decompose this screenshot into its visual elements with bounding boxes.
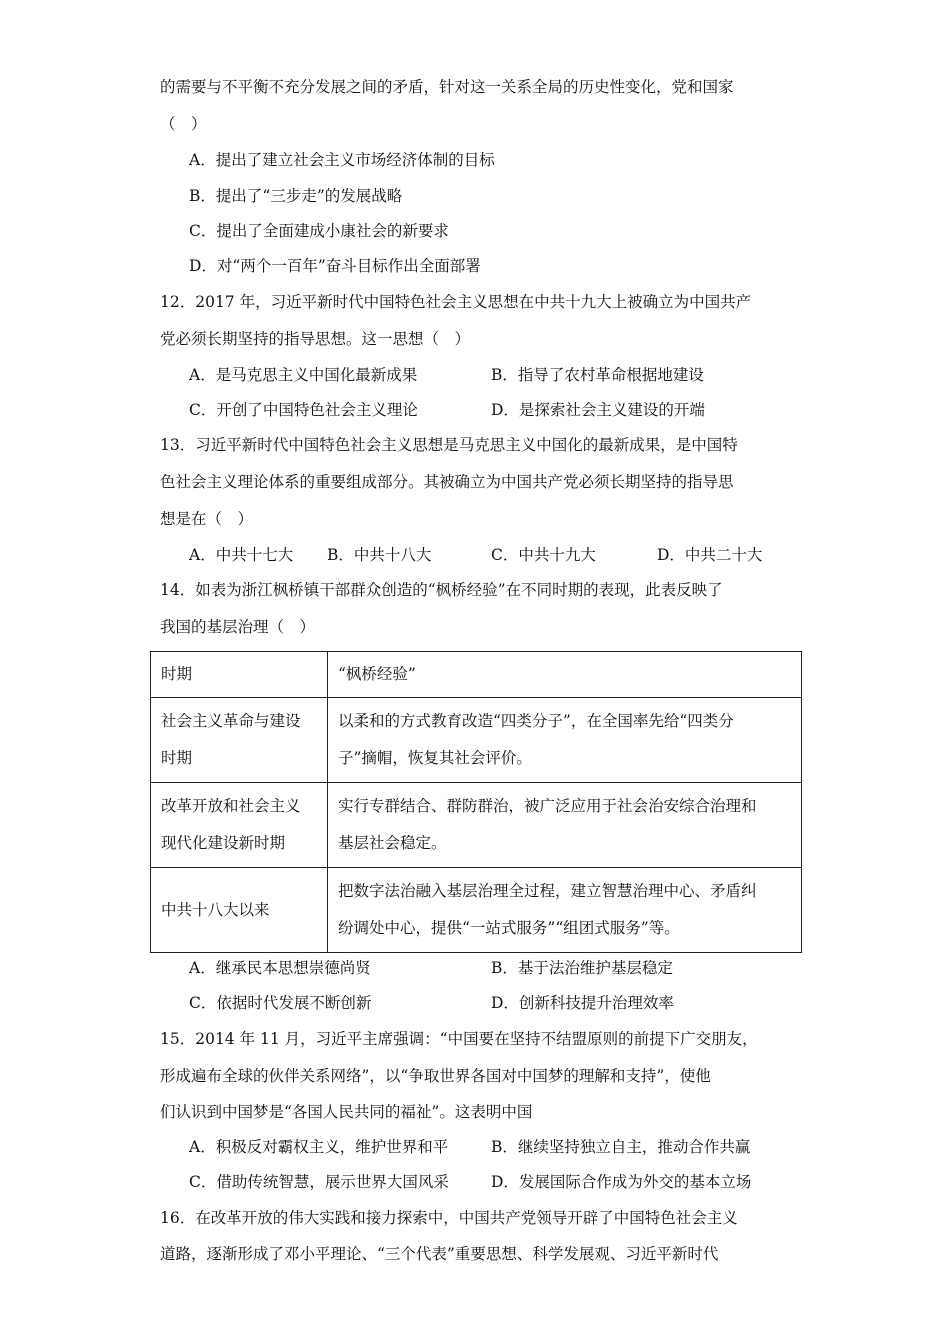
cell-line: 把数字法治融入基层治理全过程，建立智慧治理中心、矛盾纠 [338,882,757,900]
cell-line: 中共十八大以来 [161,900,270,919]
table-cell-period [151,868,328,953]
q13-option-d: D．中共二十大 [657,546,763,564]
cell-line: 以柔和的方式教育改造“四类分子”，在全国率先给“四类分 [338,712,734,730]
cell-line: 基层社会稳定。 [338,834,447,852]
table-cell-content [328,698,802,783]
q14-stem-line-1: 14．如表为浙江枫桥镇干部群众创造的“枫桥经验”在不同时期的表现，此表反映了 [160,581,723,599]
table-cell-period [151,783,328,868]
q11-option-b: B．提出了“三步走”的发展战略 [189,187,403,205]
q13-stem-line-3: 想是在（ ） [160,510,254,528]
q15-option-c: C．借助传统智慧，展示世界大国风采 [189,1173,449,1191]
table-row [151,783,802,868]
q11-option-d: D．对“两个一百年”奋斗目标作出全面部署 [189,257,481,275]
q12-option-a: A．是马克思主义中国化最新成果 [189,366,418,384]
cell-line: 实行专群结合、群防群治，被广泛应用于社会治安综合治理和 [338,797,757,815]
q15-stem-line-1: 15．2014 年 11 月，习近平主席强调：“中国要在坚持不结盟原则的前提下广交朋友， [160,1030,758,1048]
q14-stem-line-2: 我国的基层治理（ ） [160,618,316,636]
cell-line: 社会主义革命与建设 [161,712,301,730]
table-row [151,868,802,953]
cell-line: 现代化建设新时期 [161,834,286,852]
q11-stem-line-2: （ ） [160,115,207,133]
q11-option-a: A．提出了建立社会主义市场经济体制的目标 [189,151,495,169]
q13-stem-line-2: 色社会主义理论体系的重要组成部分。其被确立为中国共产党必须长期坚持的指导思 [160,473,734,491]
table-cell-content [328,783,802,868]
cell-line: 子”摘帽，恢复其社会评价。 [338,749,532,767]
q15-option-d: D．发展国际合作成为外交的基本立场 [491,1173,752,1191]
q14-option-a: A．继承民本思想崇德尚贤 [189,959,371,977]
q13-option-b: B．中共十八大 [327,546,432,564]
q13-stem-line-1: 13．习近平新时代中国特色社会主义思想是马克思主义中国化的最新成果，是中国特 [160,436,738,454]
table-cell-content [328,868,802,953]
q13-option-c: C．中共十九大 [491,546,596,564]
q14-option-d: D．创新科技提升治理效率 [491,994,674,1012]
cell-line: 纷调处中心，提供“一站式服务”“组团式服务”等。 [338,919,680,937]
q12-option-c: C．开创了中国特色社会主义理论 [189,401,418,419]
q14-option-b: B．基于法治维护基层稳定 [491,959,673,977]
table-header-experience: “枫桥经验” [328,652,802,698]
q15-option-b: B．继续坚持独立自主，推动合作共赢 [491,1138,751,1156]
q15-stem-line-3: 们认识到中国梦是“各国人民共同的福祉”。这表明中国 [160,1103,533,1121]
q11-option-c: C．提出了全面建成小康社会的新要求 [189,222,449,240]
q15-option-a: A．积极反对霸权主义，维护世界和平 [189,1138,449,1156]
cell-line: 时期 [161,749,193,767]
q16-stem-line-1: 16．在改革开放的伟大实践和接力探索中，中国共产党领导开辟了中国特色社会主义 [160,1209,738,1227]
table-header-row [151,652,802,698]
q16-stem-line-2: 道路，逐渐形成了邓小平理论、“三个代表”重要思想、科学发展观、习近平新时代 [160,1245,719,1263]
q12-stem-line-2: 党必须长期坚持的指导思想。这一思想（ ） [160,330,471,348]
cell-line: 改革开放和社会主义 [161,797,301,815]
fengqiao-table [150,651,802,953]
q11-stem-line-1: 的需要与不平衡不充分发展之间的矛盾，针对这一关系全局的历史性变化，党和国家 [160,78,734,96]
table-cell-period [151,698,328,783]
q12-stem-line-1: 12．2017 年，习近平新时代中国特色社会主义思想在中共十九大上被确立为中国共产 [160,293,752,311]
table-header-period: 时期 [151,652,328,698]
q13-option-a: A．中共十七大 [189,546,294,564]
q15-stem-line-2: 形成遍布全球的伙伴关系网络”，以“争取世界各国对中国梦的理解和支持”，使他 [160,1067,711,1085]
table-row [151,698,802,783]
q12-option-d: D．是探索社会主义建设的开端 [491,401,705,419]
q12-option-b: B．指导了农村革命根据地建设 [491,366,704,384]
q14-option-c: C．依据时代发展不断创新 [189,994,372,1012]
